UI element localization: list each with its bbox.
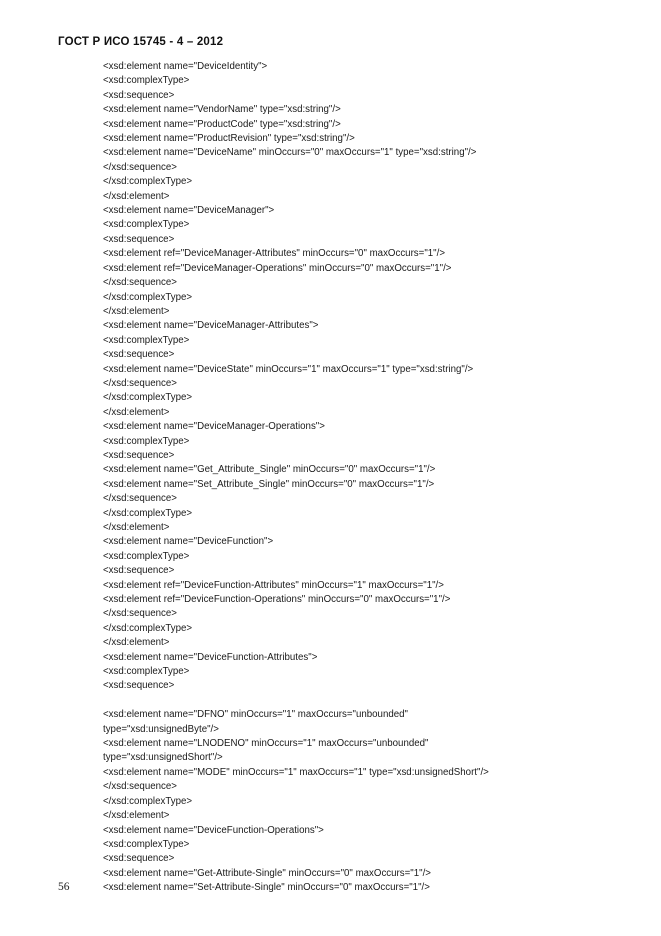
xsd-code-listing	[103, 60, 623, 896]
code-line: </xsd:complexType>	[103, 795, 193, 807]
code-line: <xsd:element name="Get-Attribute-Single" minOccurs="0" maxOccurs="1"/>	[103, 867, 431, 879]
code-line: <xsd:element name="DFNO" minOccurs="1" maxOccurs="unbounded"	[103, 709, 408, 721]
code-line: <xsd:element name="Set_Attribute_Single" minOccurs="0" maxOccurs="1"/>	[103, 478, 435, 490]
code-line: </xsd:sequence>	[103, 781, 177, 793]
code-line: <xsd:sequence>	[103, 89, 175, 101]
code-line: </xsd:complexType>	[103, 176, 193, 188]
code-line: <xsd:element name="DeviceFunction-Operations">	[103, 824, 324, 836]
code-line: <xsd:element name="DeviceIdentity">	[103, 61, 268, 72]
code-line: <xsd:complexType>	[103, 550, 190, 562]
code-line: </xsd:element>	[103, 637, 170, 649]
code-line: type="xsd:unsignedByte"/>	[103, 723, 219, 735]
code-line: <xsd:element name="Get_Attribute_Single" minOccurs="0" maxOccurs="1"/>	[103, 464, 436, 476]
page-number: 56	[58, 881, 70, 893]
running-header: ГОСТ Р ИСО 15745 - 4 – 2012	[58, 36, 224, 48]
code-line: </xsd:complexType>	[103, 392, 193, 404]
code-line: </xsd:sequence>	[103, 493, 177, 505]
code-line: <xsd:sequence>	[103, 680, 175, 692]
code-line: <xsd:element name="DeviceName" minOccurs="0" maxOccurs="1" type="xsd:string"/>	[103, 147, 477, 159]
code-line: <xsd:element ref="DeviceManager-Attributes" minOccurs="0" maxOccurs="1"/>	[103, 248, 445, 260]
code-line: <xsd:element name="ProductRevision" type="xsd:string"/>	[103, 133, 355, 145]
code-line: </xsd:element>	[103, 810, 170, 822]
code-line: </xsd:sequence>	[103, 161, 177, 173]
code-line: <xsd:element name="DeviceState" minOccurs="1" maxOccurs="1" type="xsd:string"/>	[103, 363, 474, 375]
code-line: </xsd:sequence>	[103, 377, 177, 389]
code-line: </xsd:sequence>	[103, 277, 177, 289]
code-line: <xsd:element ref="DeviceFunction-Attributes" minOccurs="1" maxOccurs="1"/>	[103, 579, 444, 591]
code-line: <xsd:element name="DeviceManager">	[103, 205, 275, 217]
code-line: <xsd:sequence>	[103, 853, 175, 865]
code-line: <xsd:complexType>	[103, 666, 190, 678]
code-line: <xsd:complexType>	[103, 75, 190, 87]
code-line: <xsd:element name="LNODENO" minOccurs="1" maxOccurs="unbounded"	[103, 738, 429, 750]
code-line: <xsd:element ref="DeviceManager-Operations" minOccurs="0" maxOccurs="1"/>	[103, 262, 452, 274]
code-line: <xsd:element name="DeviceFunction-Attributes">	[103, 651, 318, 663]
code-line: <xsd:element name="MODE" minOccurs="1" maxOccurs="1" type="xsd:unsignedShort"/>	[103, 766, 489, 778]
code-line: <xsd:element name="DeviceManager-Attributes">	[103, 320, 319, 332]
code-line: <xsd:sequence>	[103, 349, 175, 361]
code-line: <xsd:sequence>	[103, 449, 175, 461]
code-line: <xsd:element name="DeviceManager-Operations">	[103, 421, 325, 433]
code-line: <xsd:element name="ProductCode" type="xsd:string"/>	[103, 118, 341, 130]
code-line: <xsd:element name="DeviceFunction">	[103, 536, 274, 548]
code-line: <xsd:element name="Set-Attribute-Single" minOccurs="0" maxOccurs="1"/>	[103, 882, 430, 894]
code-line: <xsd:sequence>	[103, 565, 175, 577]
code-line: </xsd:complexType>	[103, 622, 193, 634]
code-line: <xsd:sequence>	[103, 233, 175, 245]
code-line: </xsd:element>	[103, 190, 170, 202]
code-line: type="xsd:unsignedShort"/>	[103, 752, 223, 764]
code-line: <xsd:complexType>	[103, 838, 190, 850]
code-line: <xsd:element ref="DeviceFunction-Operations" minOccurs="0" maxOccurs="1"/>	[103, 594, 451, 606]
code-line: <xsd:complexType>	[103, 334, 190, 346]
code-line: </xsd:complexType>	[103, 291, 193, 303]
code-line: <xsd:element name="VendorName" type="xsd:string"/>	[103, 104, 341, 116]
code-line: </xsd:element>	[103, 305, 170, 317]
code-line: </xsd:element>	[103, 406, 170, 418]
code-line: <xsd:complexType>	[103, 219, 190, 231]
code-line: <xsd:complexType>	[103, 435, 190, 447]
code-line-blank	[103, 694, 623, 708]
code-line: </xsd:sequence>	[103, 608, 177, 620]
code-line: </xsd:complexType>	[103, 507, 193, 519]
code-line: </xsd:element>	[103, 522, 170, 533]
